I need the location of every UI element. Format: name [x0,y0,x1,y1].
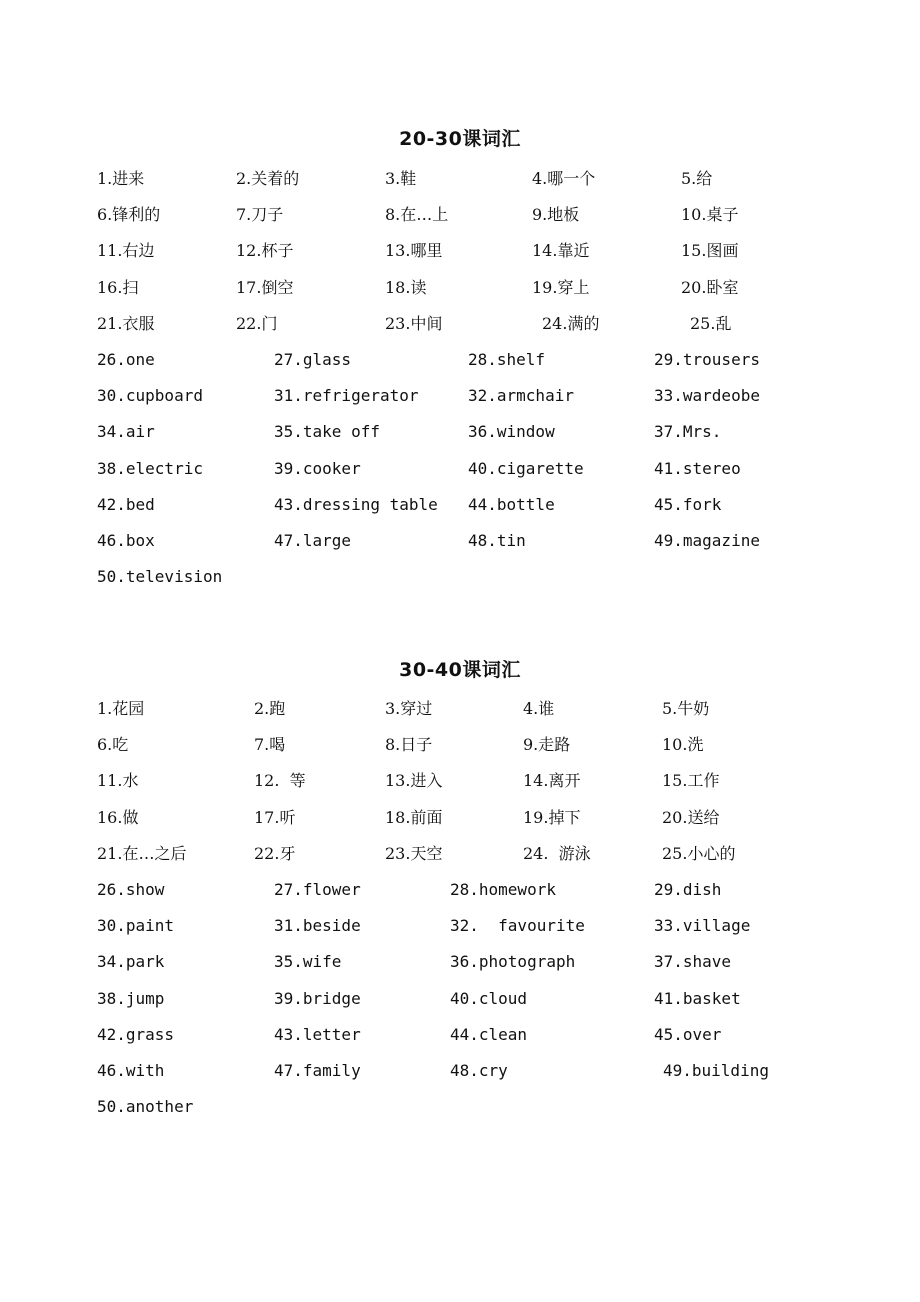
section-title: 30-40课词汇 [399,659,521,681]
english-vocab-row [0,915,920,951]
english-vocab-row [0,951,920,987]
vocab-item: 40.cloud [450,988,528,1008]
english-vocab-row [0,1096,920,1132]
vocab-item: 27.glass [274,350,352,369]
vocab-item: 34.air [97,422,155,442]
vocab-item: 48.tin [468,531,526,550]
vocab-item: 47.large [274,531,352,550]
vocab-item: 12.杯子 [236,241,294,261]
vocab-item: 6.吃 [97,735,129,755]
vocab-item: 41.stereo [654,458,741,478]
vocab-item: 49.building [663,1061,769,1080]
vocab-item: 24. 游泳 [523,843,591,863]
vocab-item: 49.magazine [654,531,760,550]
vocab-item: 28.homework [450,880,556,899]
vocab-item: 24.满的 [542,313,600,333]
chinese-vocab-row [0,698,920,734]
english-vocab-row [0,349,920,385]
vocab-item: 18.前面 [385,807,443,827]
vocab-item: 37.shave [654,952,732,972]
vocab-item: 45.over [654,1024,722,1044]
vocab-item: 5.牛奶 [662,699,710,718]
vocab-item: 36.photograph [450,952,576,972]
english-vocab-row [0,566,920,602]
chinese-vocab-row [0,807,920,843]
vocab-item: 1.进来 [97,169,145,188]
vocab-item: 17.听 [254,807,296,827]
vocab-item: 3.鞋 [385,169,417,188]
vocab-item: 9.走路 [523,735,571,755]
english-vocab-row [0,458,920,494]
vocab-item: 27.flower [274,880,361,899]
vocab-item: 12. 等 [254,771,306,791]
chinese-vocab-row [0,240,920,276]
vocab-item: 14.离开 [523,771,581,791]
vocab-item: 31.refrigerator [274,386,419,406]
vocab-item: 8.在…上 [385,205,449,225]
vocab-item: 14.靠近 [532,241,590,261]
vocab-item: 2.跑 [254,699,286,718]
vocab-item: 18.读 [385,277,427,297]
vocab-item: 21.衣服 [97,313,155,333]
vocab-item: 22.门 [236,313,278,333]
vocab-item: 15.工作 [662,771,720,791]
vocab-item: 10.桌子 [681,205,739,225]
english-vocab-row [0,988,920,1024]
section-title: 20-30课词汇 [399,128,521,150]
vocab-item: 45.fork [654,494,722,514]
vocab-item: 38.electric [97,458,203,478]
vocab-item: 39.cooker [274,458,361,478]
vocab-item: 3.穿过 [385,699,433,718]
vocab-item: 47.family [274,1061,361,1080]
vocab-item: 11.水 [97,771,139,791]
vocab-item: 7.喝 [254,735,286,755]
vocab-item: 13.哪里 [385,241,443,261]
english-vocab-row [0,879,920,915]
vocab-item: 19.穿上 [532,277,590,297]
vocab-item: 25.小心的 [662,843,736,863]
vocab-item: 9.地板 [532,205,580,225]
vocab-item: 29.dish [654,880,722,899]
vocab-item: 50.television [97,567,223,587]
vocab-item: 42.grass [97,1024,175,1044]
vocab-item: 48.cry [450,1061,508,1080]
vocab-item: 35.take off [274,422,380,442]
vocab-item: 26.show [97,880,165,899]
vocab-item: 2.关着的 [236,169,300,188]
chinese-vocab-row [0,770,920,806]
vocab-item: 13.进入 [385,771,443,791]
chinese-vocab-row [0,313,920,349]
vocab-item: 40.cigarette [468,458,584,478]
vocab-item: 35.wife [274,952,342,972]
vocab-item: 16.扫 [97,277,139,297]
vocab-item: 46.with [97,1061,165,1080]
vocab-item: 26.one [97,350,155,369]
vocab-item: 22.牙 [254,843,296,863]
vocab-item: 32.armchair [468,386,574,406]
vocab-item: 20.送给 [662,807,720,827]
vocab-item: 43.dressing table [274,494,438,514]
english-vocab-row [0,421,920,457]
vocab-item: 4.哪一个 [532,169,596,188]
vocab-item: 33.village [654,916,751,936]
vocab-item: 30.paint [97,916,175,936]
english-vocab-row [0,530,920,566]
vocab-item: 17.倒空 [236,277,294,297]
vocab-item: 5.给 [681,169,713,188]
vocab-item: 29.trousers [654,350,760,369]
chinese-vocab-row [0,168,920,204]
chinese-vocab-row [0,277,920,313]
vocab-item: 4.谁 [523,699,555,718]
chinese-vocab-row [0,204,920,240]
vocab-item: 41.basket [654,988,741,1008]
vocab-item: 11.右边 [97,241,155,261]
vocab-item: 10.洗 [662,735,704,755]
english-vocab-row [0,494,920,530]
vocab-item: 38.jump [97,988,165,1008]
vocab-item: 23.中间 [385,313,443,333]
vocab-item: 42.bed [97,494,155,514]
vocab-item: 37.Mrs. [654,422,722,442]
vocab-item: 33.wardeobe [654,386,760,406]
english-vocab-row [0,1024,920,1060]
vocab-item: 7.刀子 [236,205,284,225]
vocab-item: 32. favourite [450,916,585,936]
vocab-item: 30.cupboard [97,386,203,406]
vocab-item: 15.图画 [681,241,739,261]
chinese-vocab-row [0,734,920,770]
vocab-item: 8.日子 [385,735,433,755]
vocab-item: 39.bridge [274,988,361,1008]
english-vocab-row [0,385,920,421]
vocab-item: 20.卧室 [681,277,739,297]
vocab-item: 16.做 [97,807,139,827]
vocab-item: 19.掉下 [523,807,581,827]
vocab-item: 25.乱 [690,313,732,333]
vocab-item: 1.花园 [97,699,145,718]
vocab-item: 21.在…之后 [97,843,187,863]
vocab-item: 6.锋利的 [97,205,161,225]
vocab-item: 28.shelf [468,350,546,369]
vocab-item: 31.beside [274,916,361,936]
vocab-item: 50.another [97,1097,194,1117]
vocab-item: 23.天空 [385,843,443,863]
vocab-item: 34.park [97,952,165,972]
vocab-item: 44.clean [450,1024,528,1044]
vocab-item: 46.box [97,531,155,550]
vocab-item: 36.window [468,422,555,442]
vocab-item: 43.letter [274,1024,361,1044]
vocab-item: 44.bottle [468,494,555,514]
english-vocab-row [0,1060,920,1096]
chinese-vocab-row [0,843,920,879]
